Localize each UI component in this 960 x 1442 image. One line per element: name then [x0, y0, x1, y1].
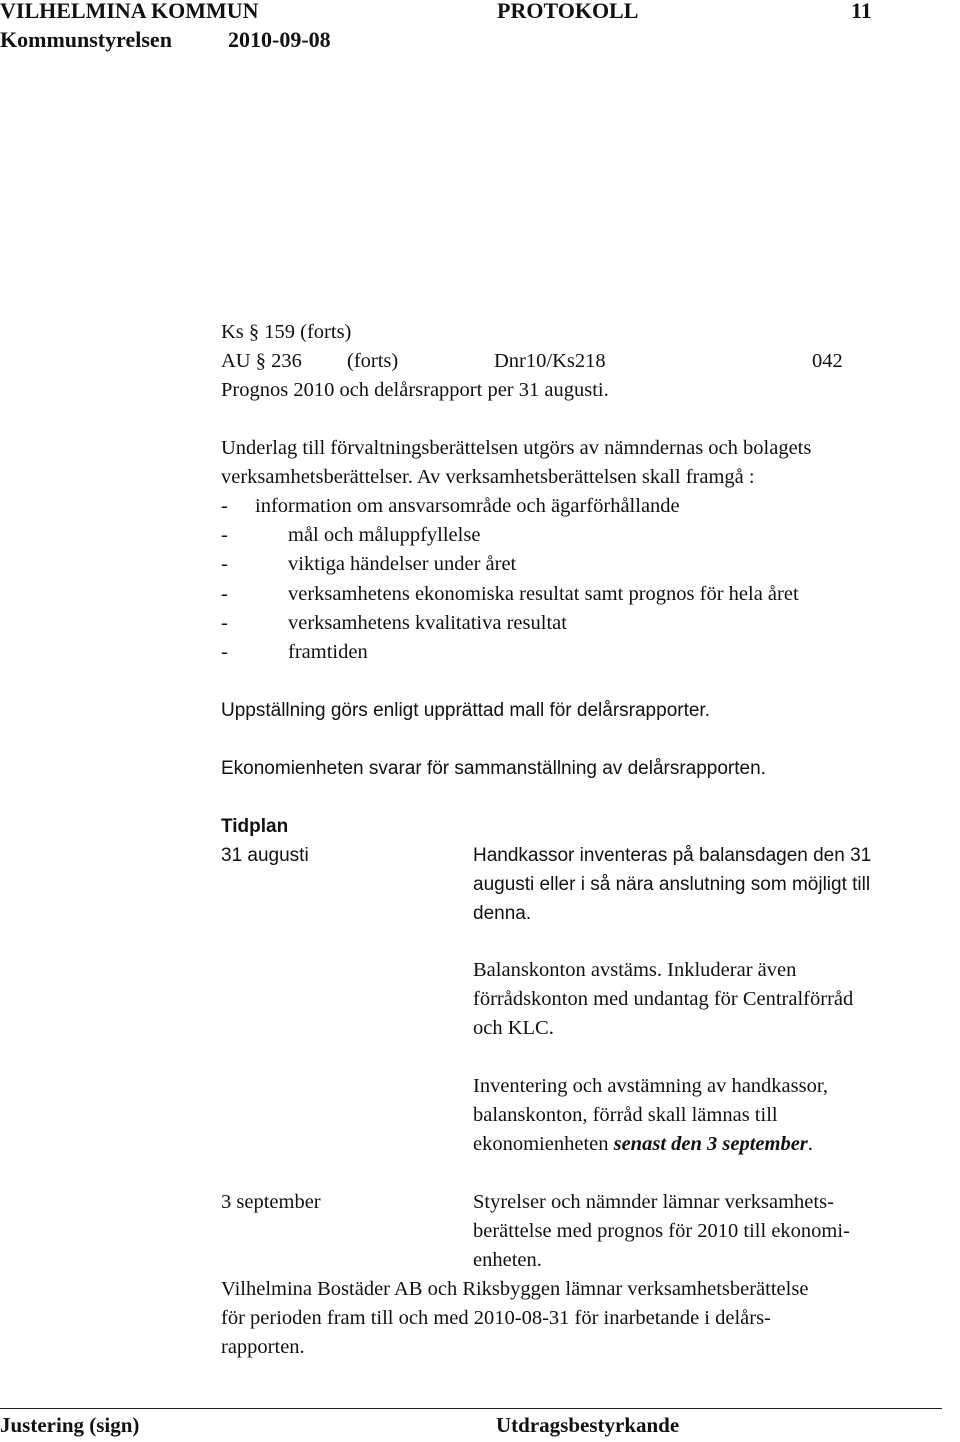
case-code: 042 [812, 350, 843, 372]
schedule-text: Balanskonton avstäms. Inkluderar även [473, 959, 797, 981]
list-item: verksamhetens ekonomiska resultat samt prognos för hela året [288, 583, 799, 605]
intro-line-1: Underlag till förvaltningsberättelsen utgörs av nämndernas och bolagets [221, 437, 812, 459]
list-item: viktiga händelser under året [288, 553, 517, 575]
schedule-text: berättelse med prognos för 2010 till ekonomi- [473, 1220, 850, 1242]
schedule-deadline-line [473, 1130, 813, 1159]
case-subject: Prognos 2010 och delårsrapport per 31 augusti. [221, 379, 609, 401]
footer-rule [0, 1408, 942, 1409]
paragraph-uppstallning: Uppställning görs enligt upprättad mall för delårsrapporter. [221, 700, 710, 721]
list-item: framtiden [288, 641, 368, 663]
schedule-text: förrådskonton med undantag för Centralförråd [473, 988, 854, 1010]
body-name: Kommunstyrelsen [0, 27, 172, 52]
closing-line: för perioden fram till och med 2010-08-31 för inarbetande i delårs- [221, 1307, 771, 1329]
closing-line: rapporten. [221, 1336, 305, 1358]
schedule-text: denna. [473, 903, 532, 924]
municipality-name: VILHELMINA KOMMUN [0, 0, 259, 23]
schedule-date: 31 augusti [221, 845, 309, 866]
list-marker: - [221, 495, 228, 517]
ks-reference: Ks § 159 (forts) [221, 321, 352, 343]
schedule-text: augusti eller i så nära anslutning som möjligt till [473, 874, 871, 895]
justering-label: Justering (sign) [0, 1413, 140, 1437]
meeting-date: 2010-09-08 [228, 27, 331, 52]
schedule-text: Inventering och avstämning av handkassor, [473, 1075, 828, 1097]
paragraph-ekonomienheten: Ekonomienheten svarar för sammanställning av delårsrapporten. [221, 758, 766, 779]
au-reference: AU § 236 [221, 350, 302, 372]
closing-line: Vilhelmina Bostäder AB och Riksbyggen lämnar verksamhetsberättelse [221, 1278, 809, 1300]
list-item: information om ansvarsområde och ägarförhållande [255, 495, 680, 517]
schedule-text: enheten. [473, 1249, 542, 1271]
schedule-text: balanskonton, förråd skall lämnas till [473, 1104, 778, 1126]
list-marker: - [221, 553, 228, 575]
list-marker: - [221, 612, 228, 634]
schedule-text: och KLC. [473, 1017, 554, 1039]
list-marker: - [221, 583, 228, 605]
page-number: 11 [851, 0, 872, 23]
au-forts: (forts) [347, 350, 399, 372]
schedule-text: Handkassor inventeras på balansdagen den 31 [473, 845, 872, 866]
tidplan-heading: Tidplan [221, 816, 289, 837]
intro-line-2: verksamhetsberättelser. Av verksamhetsberättelsen skall framgå : [221, 466, 755, 488]
schedule-text: Styrelser och nämnder lämnar verksamhets- [473, 1191, 834, 1213]
deadline-prefix: ekonomienheten [473, 1133, 614, 1155]
list-item: verksamhetens kvalitativa resultat [288, 612, 567, 634]
utdragsbestyrkande-label: Utdragsbestyrkande [496, 1413, 680, 1437]
schedule-date: 3 september [221, 1191, 321, 1213]
deadline-emphasis: senast den 3 september [613, 1133, 808, 1155]
dnr-reference: Dnr10/Ks218 [494, 350, 606, 372]
list-item: mål och måluppfyllelse [288, 524, 481, 546]
list-marker: - [221, 524, 228, 546]
document-type: PROTOKOLL [497, 0, 639, 23]
list-marker: - [221, 641, 228, 663]
deadline-suffix: . [807, 1133, 813, 1155]
